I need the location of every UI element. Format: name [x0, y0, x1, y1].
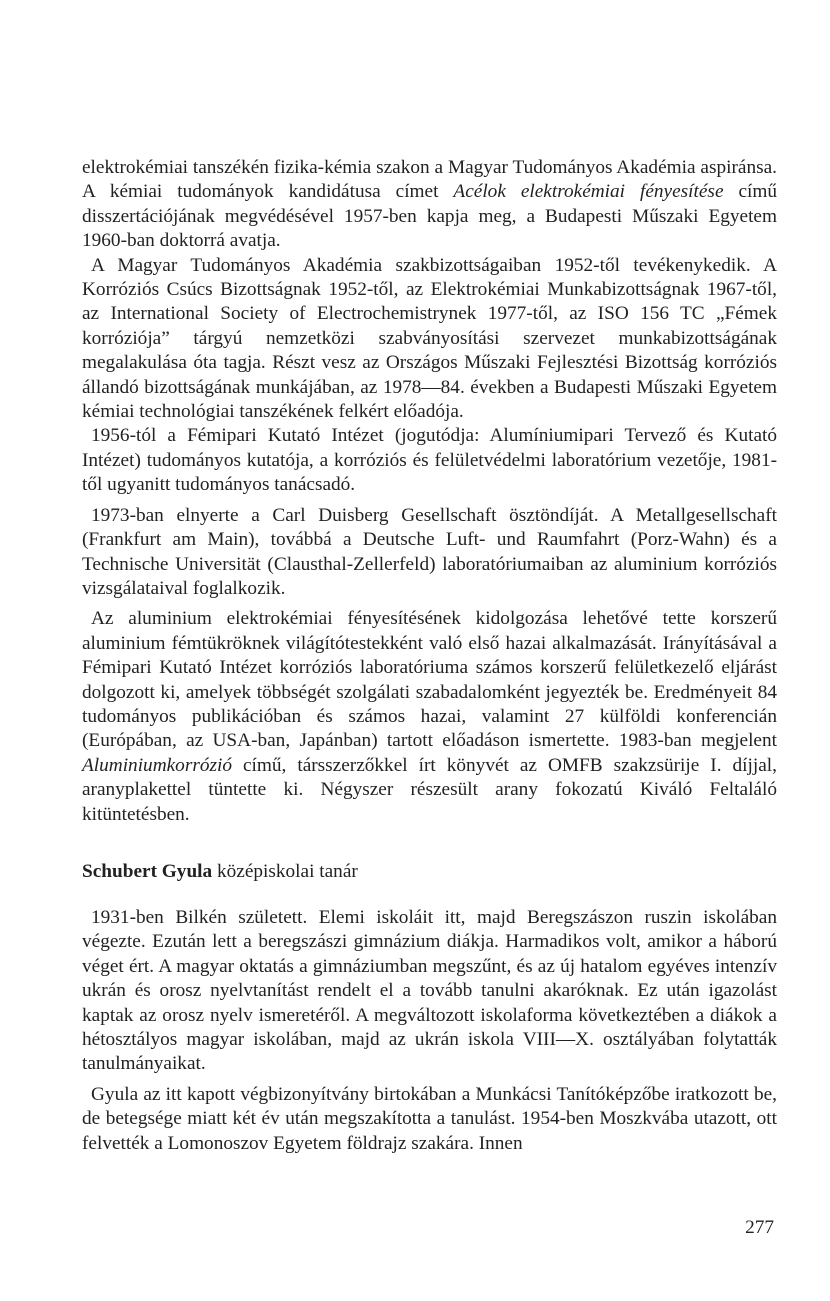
text-block-lower	[82, 906, 777, 1156]
person-name: Schubert Gyula	[82, 861, 213, 882]
paragraph-1	[82, 156, 777, 254]
person-role: középiskolai tanár	[212, 861, 358, 882]
paragraph-2: A Magyar Tudományos Akadémia szakbizottságaiban 1952-től tevékenykedik. A Korróziós Csúcs Bizottságnak 1952-től, az Elektrokémiai Munkabizottságnak 1967-től, az International Society of Electrochemistrynek 1977-től, az ISO 156 TC „Fémek korróziója” tárgyú nemzetközi szabványosítási szervezet munkabizottságának megalakulása óta tagja. Részt vesz az Országos Műszaki Fejlesztési Bizottság korróziós állandó bizottságának munkájában, az 1978—84. években a Budapesti Műszaki Egyetem kémiai technológiai tanszékének felkért előadója.	[82, 254, 777, 423]
paragraph-1-text-b: című disszertációjának megvédésével 1957-ben kapja meg, a Budapesti Műszaki Egyetem 1960-ban doktorrá avatja.	[82, 181, 778, 252]
paragraph-5	[82, 607, 777, 827]
dissertation-title: Acélok elektrokémiai fényesítése	[453, 181, 724, 203]
book-title: Aluminiumkorrózió	[82, 754, 232, 776]
paragraph-5-text-b: című, társszerzőkkel írt könyvét az OMFB szakzsürije I. díjjal, aranyplakettel tüntette ki. Négyszer részesült arany fokozatú Kiváló Feltaláló kitüntetésben.	[82, 754, 777, 825]
paragraph-5-text-a: Az aluminium elektrokémiai fényesítésének kidolgozása lehetővé tette korszerű aluminium fémtükröknek világítótestekként való első hazai alkalmazását. Irányításával a Fémipari Kutató Intézet korróziós laboratóriuma számos korszerű felületkezelő eljárást dolgozott ki, amelyek többségét szolgálati szabadalomként jegyezték be. Eredményeit 84 tudományos publikációban és számos hazai, valamint 27 külföldi konferencián (Európában, az USA-ban, Japánban) tartott előadáson ismertette. 1983-ban megjelent	[82, 608, 777, 752]
paragraph-7: Gyula az itt kapott végbizonyítvány birtokában a Munkácsi Tanítóképzőbe iratkozott be, de betegsége miatt két év után megszakította a tanulást. 1954-ben Moszkvába utazott, ott felvették a Lomonoszov Egyetem földrajz szakára. Innen	[82, 1083, 777, 1154]
text-block-upper	[82, 156, 777, 827]
paragraph-6: 1931-ben Bilkén született. Elemi iskoláit itt, majd Beregszászon ruszin iskolában végezte. Ezután lett a beregszászi gimnázium diákja. Harmadikos volt, amikor a háború véget ért. A magyar oktatás a gimnáziumban megszűnt, és az új hatalom egyéves intenzív ukrán és orosz nyelvtanítást rendelt el a tovább tanulni akaróknak. Ez után igazolást kaptak az orosz nyelv ismeretéről. A megváltozott iskolaforma következtében a diákok a hétosztályos magyar iskolában, majd az ukrán iskola VIII—X. osztályában folytatták tanulmányaikat.	[82, 907, 777, 1075]
paragraph-1-text-a: elektrokémiai tanszékén fizika-kémia szakon a Magyar Tudományos Akadémia aspiránsa. A kémiai tudományok kandidátusa címet	[82, 157, 777, 203]
page-number: 277	[745, 1217, 774, 1238]
paragraph-4: 1973-ban elnyerte a Carl Duisberg Gesellschaft ösztöndíját. A Metallgesellschaft (Frankfurt am Main), továbbá a Deutsche Luft- und Raumfahrt (Porz-Wahn) és a Technische Universität (Clausthal-Zellerfeld) laboratóriumaiban az aluminium korróziós vizsgálataival foglalkozik.	[82, 504, 777, 599]
section-heading	[82, 860, 358, 884]
paragraph-3: 1956-tól a Fémipari Kutató Intézet (jogutódja: Alumíniumipari Tervező és Kutató Intézet) tudományos kutatója, a korróziós és felületvédelmi laboratórium vezetője, 1981-től ugyanitt tudományos tanácsadó.	[82, 425, 777, 496]
